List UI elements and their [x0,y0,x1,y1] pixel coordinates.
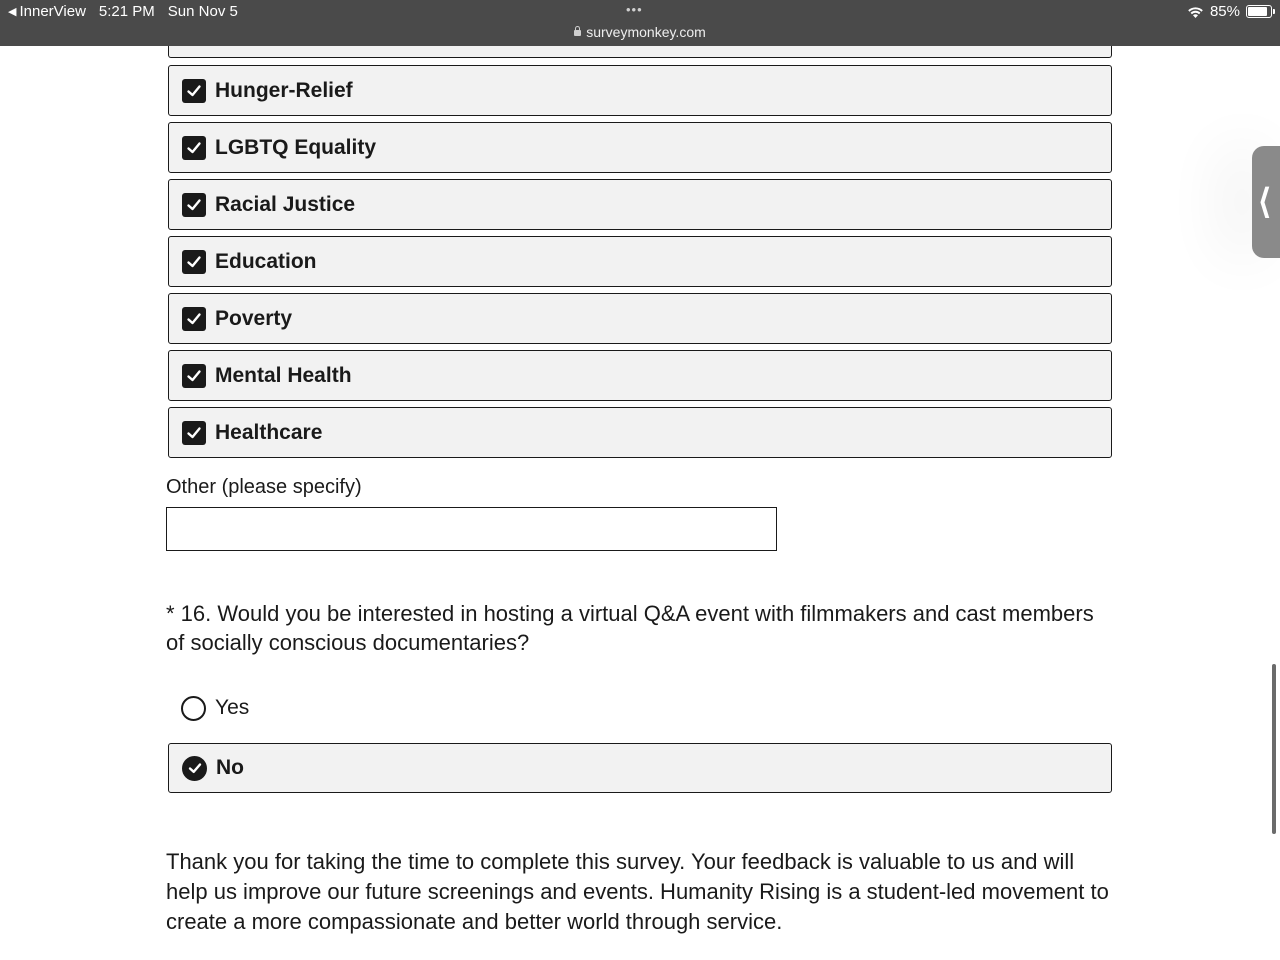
radio-option-no[interactable] [168,743,1112,793]
radio-label: No [216,756,244,779]
radio-unselected-icon[interactable] [181,696,206,721]
option-mental-health[interactable] [168,350,1112,401]
battery-icon [1246,5,1272,18]
checkbox-checked-icon[interactable] [182,250,206,274]
side-panel-tab[interactable] [1252,146,1280,258]
checkbox-checked-icon[interactable] [182,136,206,160]
thank-you-message: Thank you for taking the time to complete this survey. Your feedback is valuable to us and will help us improve our future screenings and events. Humanity Rising is a student-led movement to create a more compassionate and better world through service. [166,849,1109,934]
option-lgbtq-equality[interactable] [168,122,1112,173]
lock-icon [574,30,581,36]
option-label: Hunger-Relief [215,78,353,102]
battery-percent: 85% [1209,3,1240,20]
survey-content [0,46,1280,960]
radio-option-yes[interactable] [168,683,1112,733]
status-bar [0,0,1280,46]
scroll-indicator[interactable] [1272,664,1276,834]
option-healthcare[interactable] [168,407,1112,458]
option-label: Mental Health [215,363,352,387]
checkbox-checked-icon[interactable] [182,193,206,217]
option-cut-off[interactable] [168,46,1112,58]
radio-label: Yes [215,696,250,719]
status-left [8,3,238,20]
option-hunger-relief[interactable] [168,65,1112,116]
checkbox-checked-icon[interactable] [182,364,206,388]
radio-selected-icon[interactable] [182,756,207,781]
url-text: surveymonkey.com [586,24,706,40]
question-16-text: * 16. Would you be interested in hosting a virtual Q&A event with filmmakers and cast members of socially conscious documentaries? [166,601,1094,655]
status-time: 5:21 PM [98,3,155,20]
other-input[interactable] [166,507,777,551]
checkbox-checked-icon[interactable] [182,79,206,103]
wifi-icon [1187,6,1204,18]
checkbox-checked-icon[interactable] [182,421,206,445]
back-app-link[interactable]: InnerView [19,3,86,20]
option-label: LGBTQ Equality [215,135,377,159]
address-bar[interactable] [0,24,1280,40]
option-label: Poverty [215,306,293,330]
status-date: Sun Nov 5 [167,3,238,20]
chevron-left-icon: ⟨ [1258,183,1272,221]
option-label: Healthcare [215,420,323,444]
checkbox-checked-icon[interactable] [182,307,206,331]
back-arrow-icon[interactable]: ◀ [8,6,17,18]
option-racial-justice[interactable] [168,179,1112,230]
option-poverty[interactable] [168,293,1112,344]
option-label: Education [215,249,317,273]
multitask-dots-icon[interactable]: ••• [626,2,643,17]
option-education[interactable] [168,236,1112,287]
status-right [1187,3,1272,20]
option-label: Racial Justice [215,192,356,216]
other-label: Other (please specify) [166,476,362,498]
